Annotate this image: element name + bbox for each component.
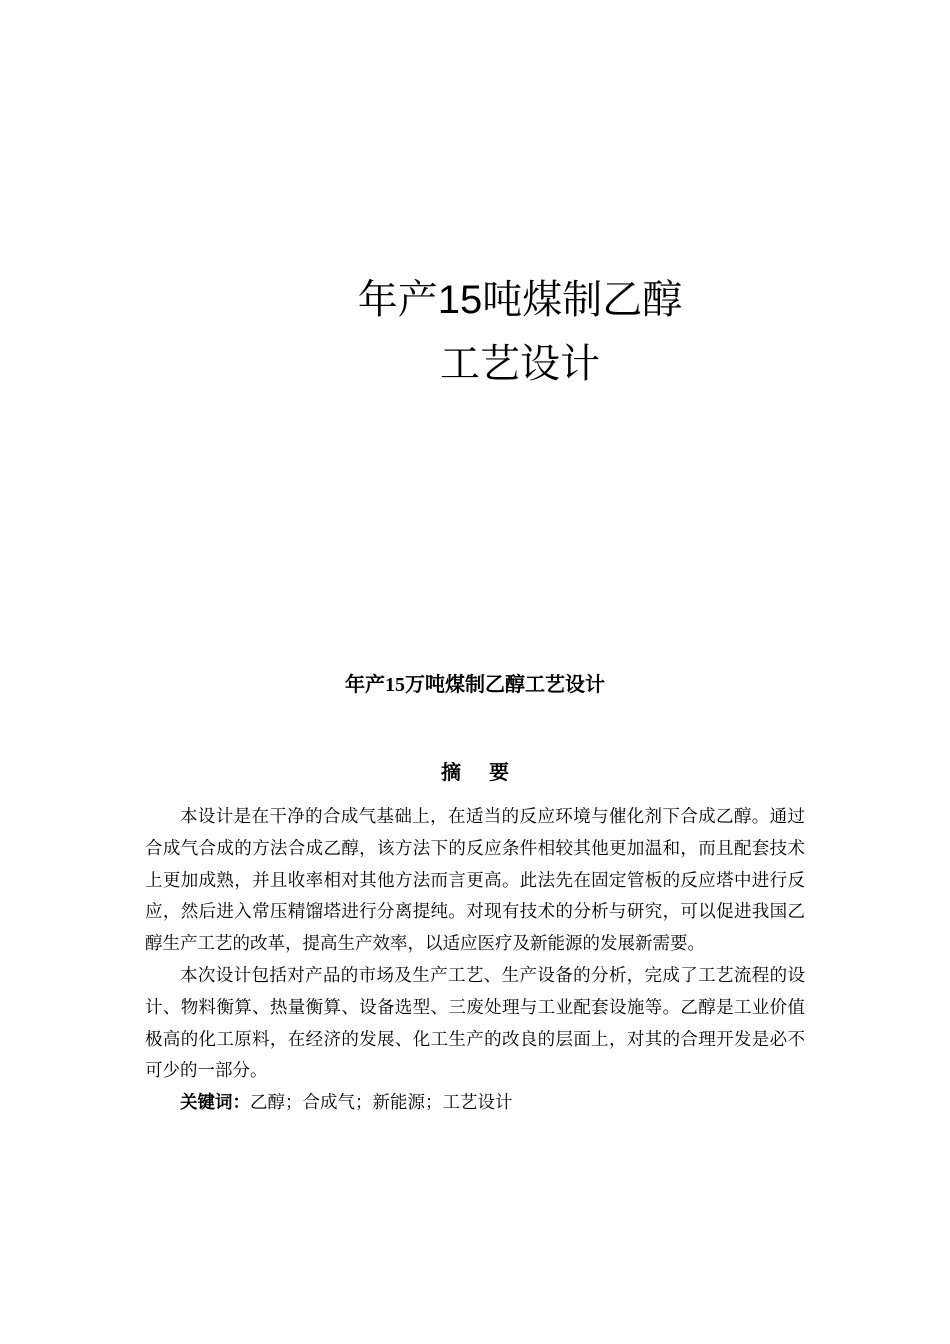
keywords-line [145,1087,805,1119]
abstract-body [145,801,805,1119]
keywords-label: 关键词： [180,1092,250,1113]
abstract-paragraph-1: 本设计是在干净的合成气基础上，在适当的反应环境与催化剂下合成乙醇。通过合成气合成的方法合成乙醇，该方法下的反应条件相较其他更加温和，而且配套技术上更加成熟，并且收率相对其他方法而言更高。此法先在固定管板的反应塔中进行反应，然后进入常压精馏塔进行分离提纯。对现有技术的分析与研究，可以促进我国乙醇生产工艺的改革，提高生产效率，以适应医疗及新能源的发展新需要。 [145,806,805,954]
abstract-title: 年产15万吨煤制乙醇工艺设计 [345,674,605,696]
cover-title-line2: 工艺设计 [440,342,600,386]
abstract-heading: 摘要 [441,762,537,784]
abstract-paragraph-2: 本次设计包括对产品的市场及生产工艺、生产设备的分析，完成了工艺流程的设计、物料衡算、热量衡算、设备选型、三废处理与工业配套设施等。乙醇是工业价值极高的化工原料，在经济的发展、化工生产的改良的层面上，对其的合理开发是必不可少的一部分。 [145,964,805,1081]
cover-title-line1: 年产15吨煤制乙醇 [357,278,683,322]
keywords-list: 乙醇；合成气；新能源；工艺设计 [250,1092,513,1113]
